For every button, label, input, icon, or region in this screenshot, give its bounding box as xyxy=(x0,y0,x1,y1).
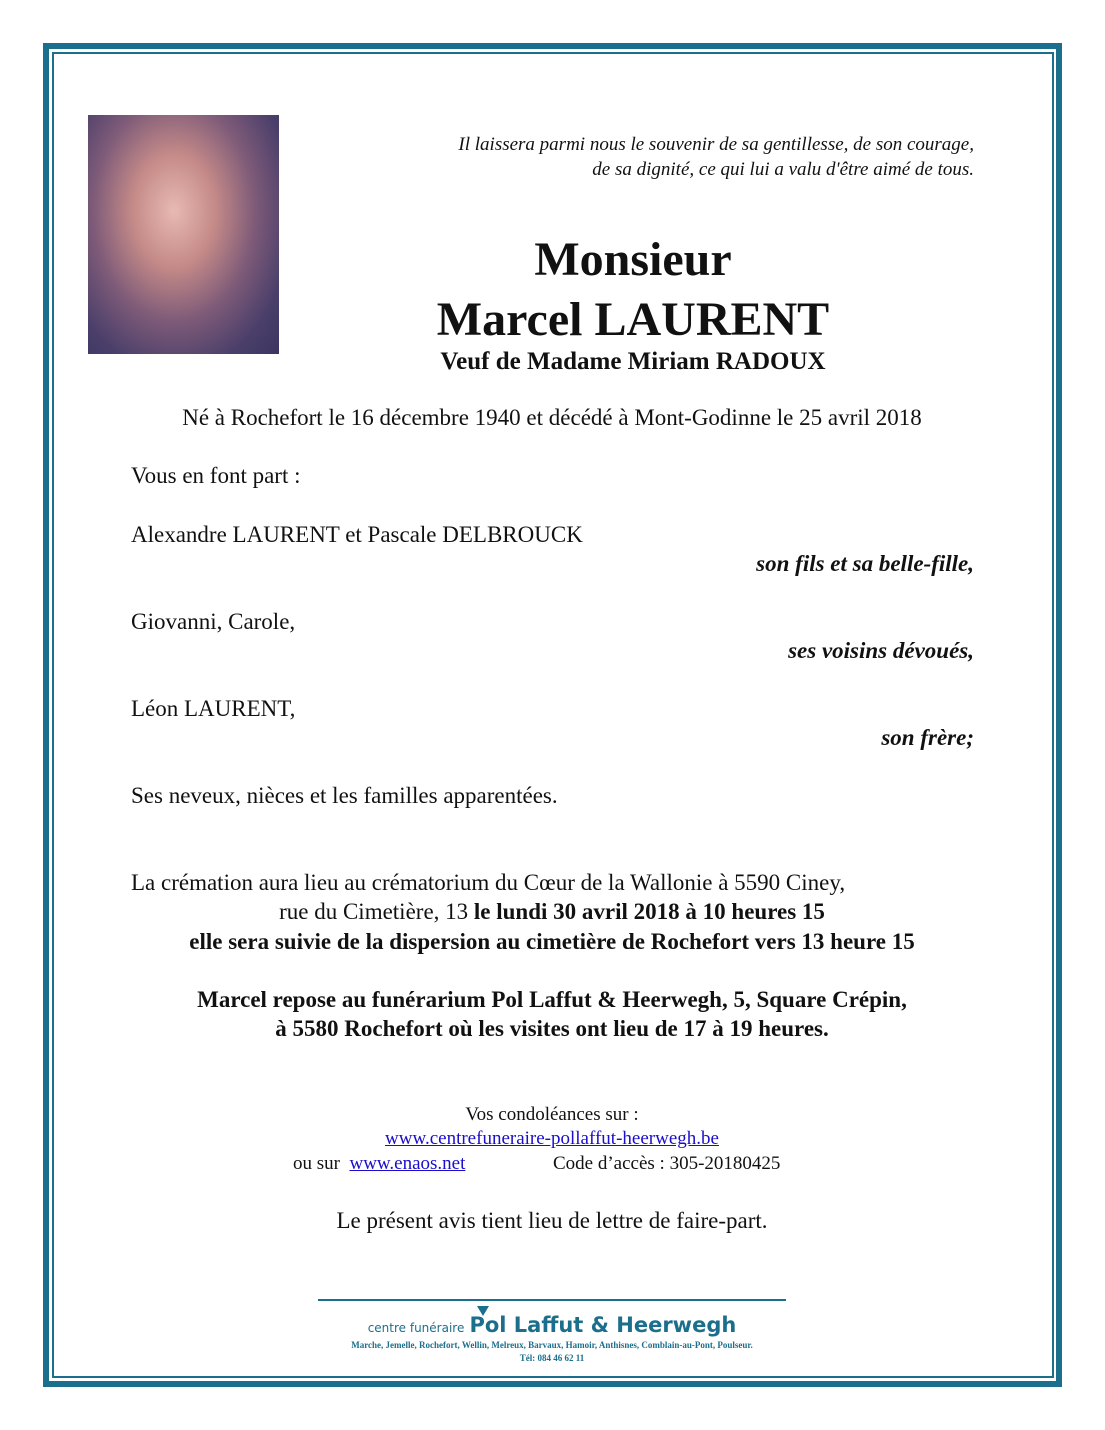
condolences-link[interactable]: www.centrefuneraire-pollaffut-heerwegh.be xyxy=(385,1128,719,1149)
ceremony-line xyxy=(52,899,1052,925)
title: Monsieur xyxy=(534,233,732,286)
dispersion-line: elle sera suivie de la dispersion au cimetière de Rochefort vers 13 heure 15 xyxy=(189,929,915,954)
enaos-link[interactable]: www.enaos.net xyxy=(349,1153,466,1174)
family-relation: ses voisins dévoués, xyxy=(788,638,974,663)
birth-death: Né à Rochefort le 16 décembre 1940 et décédé à Mont-Godinne le 25 avril 2018 xyxy=(182,405,922,430)
ceremony-date: le lundi 30 avril 2018 à 10 heures 15 xyxy=(473,899,825,924)
family-relation: son frère; xyxy=(881,725,974,750)
footer-towns: Marche, Jemelle, Rochefort, Wellin, Melreux, Barvaux, Hamoir, Anthisnes, Comblain-au-Pont, Poulseur. xyxy=(351,1340,753,1350)
ceremony-line: La crémation aura lieu au crématorium du Cœur de la Wallonie à 5590 Ciney, xyxy=(131,870,846,895)
logo-brand: Pol Laffut & Heerwegh xyxy=(469,1313,737,1337)
ceremony-address: rue du Cimetière, 13 xyxy=(279,899,474,924)
subtitle: Veuf de Madame Miriam RADOUX xyxy=(440,348,826,375)
footer-rule xyxy=(318,1299,786,1301)
access-code: Code d’accès : 305-20180425 xyxy=(553,1153,781,1174)
other-relatives: Ses neveux, nièces et les familles apparentées. xyxy=(131,783,558,808)
family-names: Giovanni, Carole, xyxy=(131,609,296,634)
family-names: Alexandre LAURENT et Pascale DELBROUCK xyxy=(131,522,583,547)
quote-line: Il laissera parmi nous le souvenir de sa gentillesse, de son courage, xyxy=(458,134,974,155)
or-label: ou sur xyxy=(293,1153,340,1174)
condolences-label: Vos condoléances sur : xyxy=(465,1104,639,1125)
memorial-quote xyxy=(458,132,974,182)
notice: Le présent avis tient lieu de lettre de faire-part. xyxy=(336,1208,768,1233)
portrait-photo xyxy=(88,115,279,354)
funeral-home-logo xyxy=(52,1313,1052,1337)
intro: Vous en font part : xyxy=(131,463,301,488)
visit-line: Marcel repose au funérarium Pol Laffut & Heerwegh, 5, Square Crépin, xyxy=(197,987,907,1012)
visit-line: à 5580 Rochefort où les visites ont lieu de 17 à 19 heures. xyxy=(275,1016,829,1041)
deceased-name: Marcel LAURENT xyxy=(436,293,830,346)
quote-line: de sa dignité, ce qui lui a valu d'être aimé de tous. xyxy=(592,159,974,180)
footer-tel: Tél: 084 46 62 11 xyxy=(519,1353,585,1363)
family-names: Léon LAURENT, xyxy=(131,696,296,721)
family-relation: son fils et sa belle-fille, xyxy=(756,551,974,576)
logo-prefix: centre funéraire xyxy=(367,1321,465,1335)
